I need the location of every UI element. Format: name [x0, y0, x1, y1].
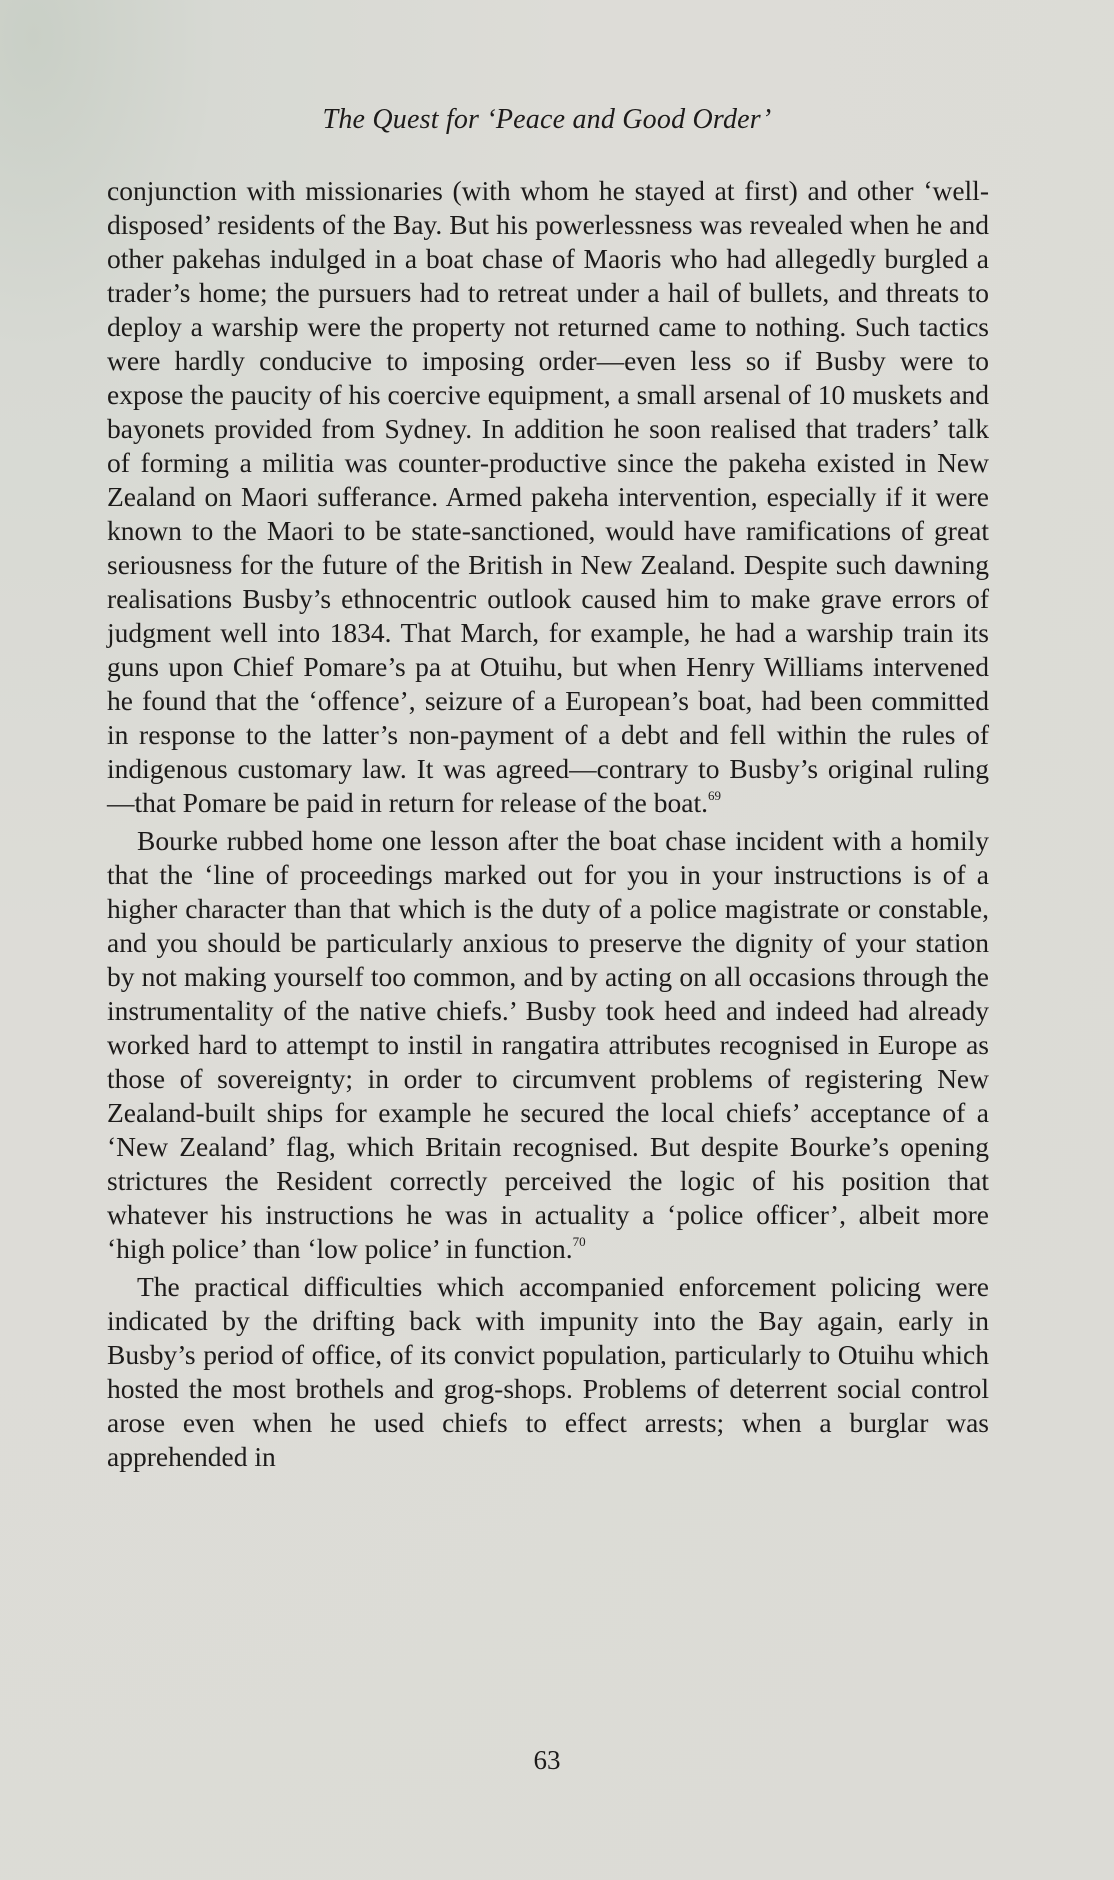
paragraph-1-text: conjunction with missionaries (with whom he stayed at first) and other ‘well-disposed’ residents of the Bay. But his powerlessness was revealed when he and other pakehas indulged in a boat chase of Maoris who had allegedly burgled a trader’s home; the pursuers had to retreat under a hail of bullets, and threats to deploy a warship were the property not returned came to nothing. Such tactics were hardly conducive to imposing order—even less so if Busby were to expose the paucity of his coercive equipment, a small arsenal of 10 muskets and bayonets provided from Sydney. In addition he soon realised that traders’ talk of forming a militia was counter-productive since the pakeha existed in New Zealand on Maori sufferance. Armed pakeha intervention, especially if it were known to the Maori to be state-sanctioned, would have ramifications of great seriousness for the future of the British in New Zealand. Despite such dawning realisations Busby’s ethnocentric outlook caused him to make grave errors of judgment well into 1834. That March, for example, he had a warship train its guns upon Chief Pomare’s pa at Otuihu, but when Henry Williams intervened he found that the ‘offence’, seizure of a European’s boat, had been committed in response to the latter’s non-payment of a debt and fell within the rules of indigenous customary law. It was agreed—contrary to Busby’s original ruling—that Pomare be paid in return for release of the boat.: [107, 175, 989, 818]
footnote-ref-70: 70: [572, 1234, 586, 1249]
running-header: The Quest for ‘Peace and Good Order’: [322, 104, 772, 135]
body-text: [107, 174, 989, 1478]
page-number: 63: [533, 1745, 561, 1775]
paragraph-1: [107, 174, 989, 820]
paragraph-3: [107, 1270, 989, 1474]
paragraph-3-text: The practical difficulties which accompanied enforcement policing were indicated by the drifting back with impunity into the Bay again, early in Busby’s period of office, of its convict population, particularly to Otuihu which hosted the most brothels and grog-shops. Problems of deterrent social control arose even when he used chiefs to effect arrests; when a burglar was apprehended in: [107, 1271, 989, 1472]
footnote-ref-69: 69: [707, 788, 721, 803]
paragraph-2: [107, 824, 989, 1266]
paragraph-2-text: Bourke rubbed home one lesson after the boat chase incident with a homily that the ‘line of proceedings marked out for you in your instructions is of a higher character than that which is the duty of a police magistrate or constable, and you should be particularly anxious to preserve the dignity of your station by not making yourself too common, and by acting on all occasions through the instrumentality of the native chiefs.’ Busby took heed and indeed had already worked hard to attempt to instil in rangatira attributes recognised in Europe as those of sovereignty; in order to circumvent problems of registering New Zealand-built ships for example he secured the local chiefs’ acceptance of a ‘New Zealand’ flag, which Britain recognised. But despite Bourke’s opening strictures the Resident correctly perceived the logic of his position that whatever his instructions he was in actuality a ‘police officer’, albeit more ‘high police’ than ‘low police’ in function.: [107, 825, 989, 1264]
